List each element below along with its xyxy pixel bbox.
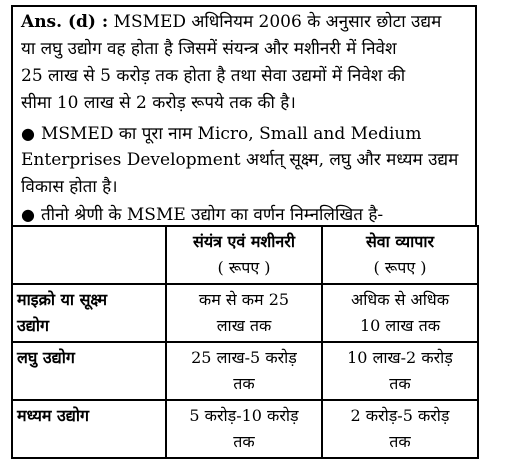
bullet-1-text: MSMED का पूरा नाम Micro, Small and Medium [40,124,422,144]
bullet-1-line-2: Enterprises Development अर्थात् सूक्ष्म, लघु और मध्यम उद्यम [21,150,459,170]
header-empty-cell [12,226,166,284]
cell-line: तक [389,374,411,393]
plant-value-cell [166,400,322,458]
row-label [12,284,166,342]
bullet-1-line-3: विकास होता है। [21,177,118,197]
cell-line: तक [233,432,255,451]
intro-line-4: सीमा 10 लाख से 2 करोड़ रूपये तक की है। [21,93,296,113]
cell-line: तक [389,432,411,451]
intro-line-3: 25 लाख से 5 करोड़ तक होता है तथा सेवा उद्यमों में निवेश की [21,66,406,86]
table-row [12,400,478,458]
row-label-line: मध्यम उद्योग [17,406,90,425]
answer-label: Ans. (d) : [21,12,109,32]
plant-value-cell [166,342,322,400]
table-header-row [12,226,478,284]
plant-value-cell [166,284,322,342]
header-col2-unit: ( रूपए ) [217,258,271,277]
intro-text-1: MSMED अधिनियम 2006 के अनुसार छोटा उद्यम [113,12,442,32]
header-col3-title: सेवा व्यापार [365,232,435,251]
header-col3-unit: ( रूपए ) [373,258,427,277]
bullet-icon: ● [21,205,35,224]
cell-line: 2 करोड़-5 करोड़ [350,406,450,425]
table-row [12,342,478,400]
cell-line: अधिक से अधिक [351,290,449,309]
cell-line: तक [233,374,255,393]
service-value-cell [322,342,478,400]
cell-line: 25 लाख-5 करोड़ [191,348,297,367]
row-label-line: माइक्रो या सूक्ष्म [17,290,108,309]
row-label [12,342,166,400]
bullet-1-line-1 [21,120,422,148]
bullet-icon: ● [21,124,35,143]
msme-table [11,225,479,459]
cell-line: 5 करोड़-10 करोड़ [189,406,299,425]
service-value-cell [322,284,478,342]
intro-line-1 [21,9,441,36]
row-label-line: लघु उद्योग [17,348,75,367]
cell-line: 10 लाख तक [359,316,441,335]
intro-line-2: या लघु उद्योग वह होता है जिसमें संयन्त्र और मशीनरी में निवेश [21,39,397,59]
header-service-business [322,226,478,284]
bullet-2-text: तीनो श्रेणी के MSME उद्योग का वर्णन निम्नलिखित है- [40,205,384,225]
header-plant-machinery [166,226,322,284]
row-label-line: उद्योग [17,316,50,335]
answer-box [11,5,477,225]
header-col2-title: संयंत्र एवं मशीनरी [193,232,295,251]
cell-line: कम से कम 25 [198,290,290,309]
cell-line: लाख तक [216,316,272,335]
table-row [12,284,478,342]
service-value-cell [322,400,478,458]
cell-line: 10 लाख-2 करोड़ [347,348,453,367]
row-label [12,400,166,458]
